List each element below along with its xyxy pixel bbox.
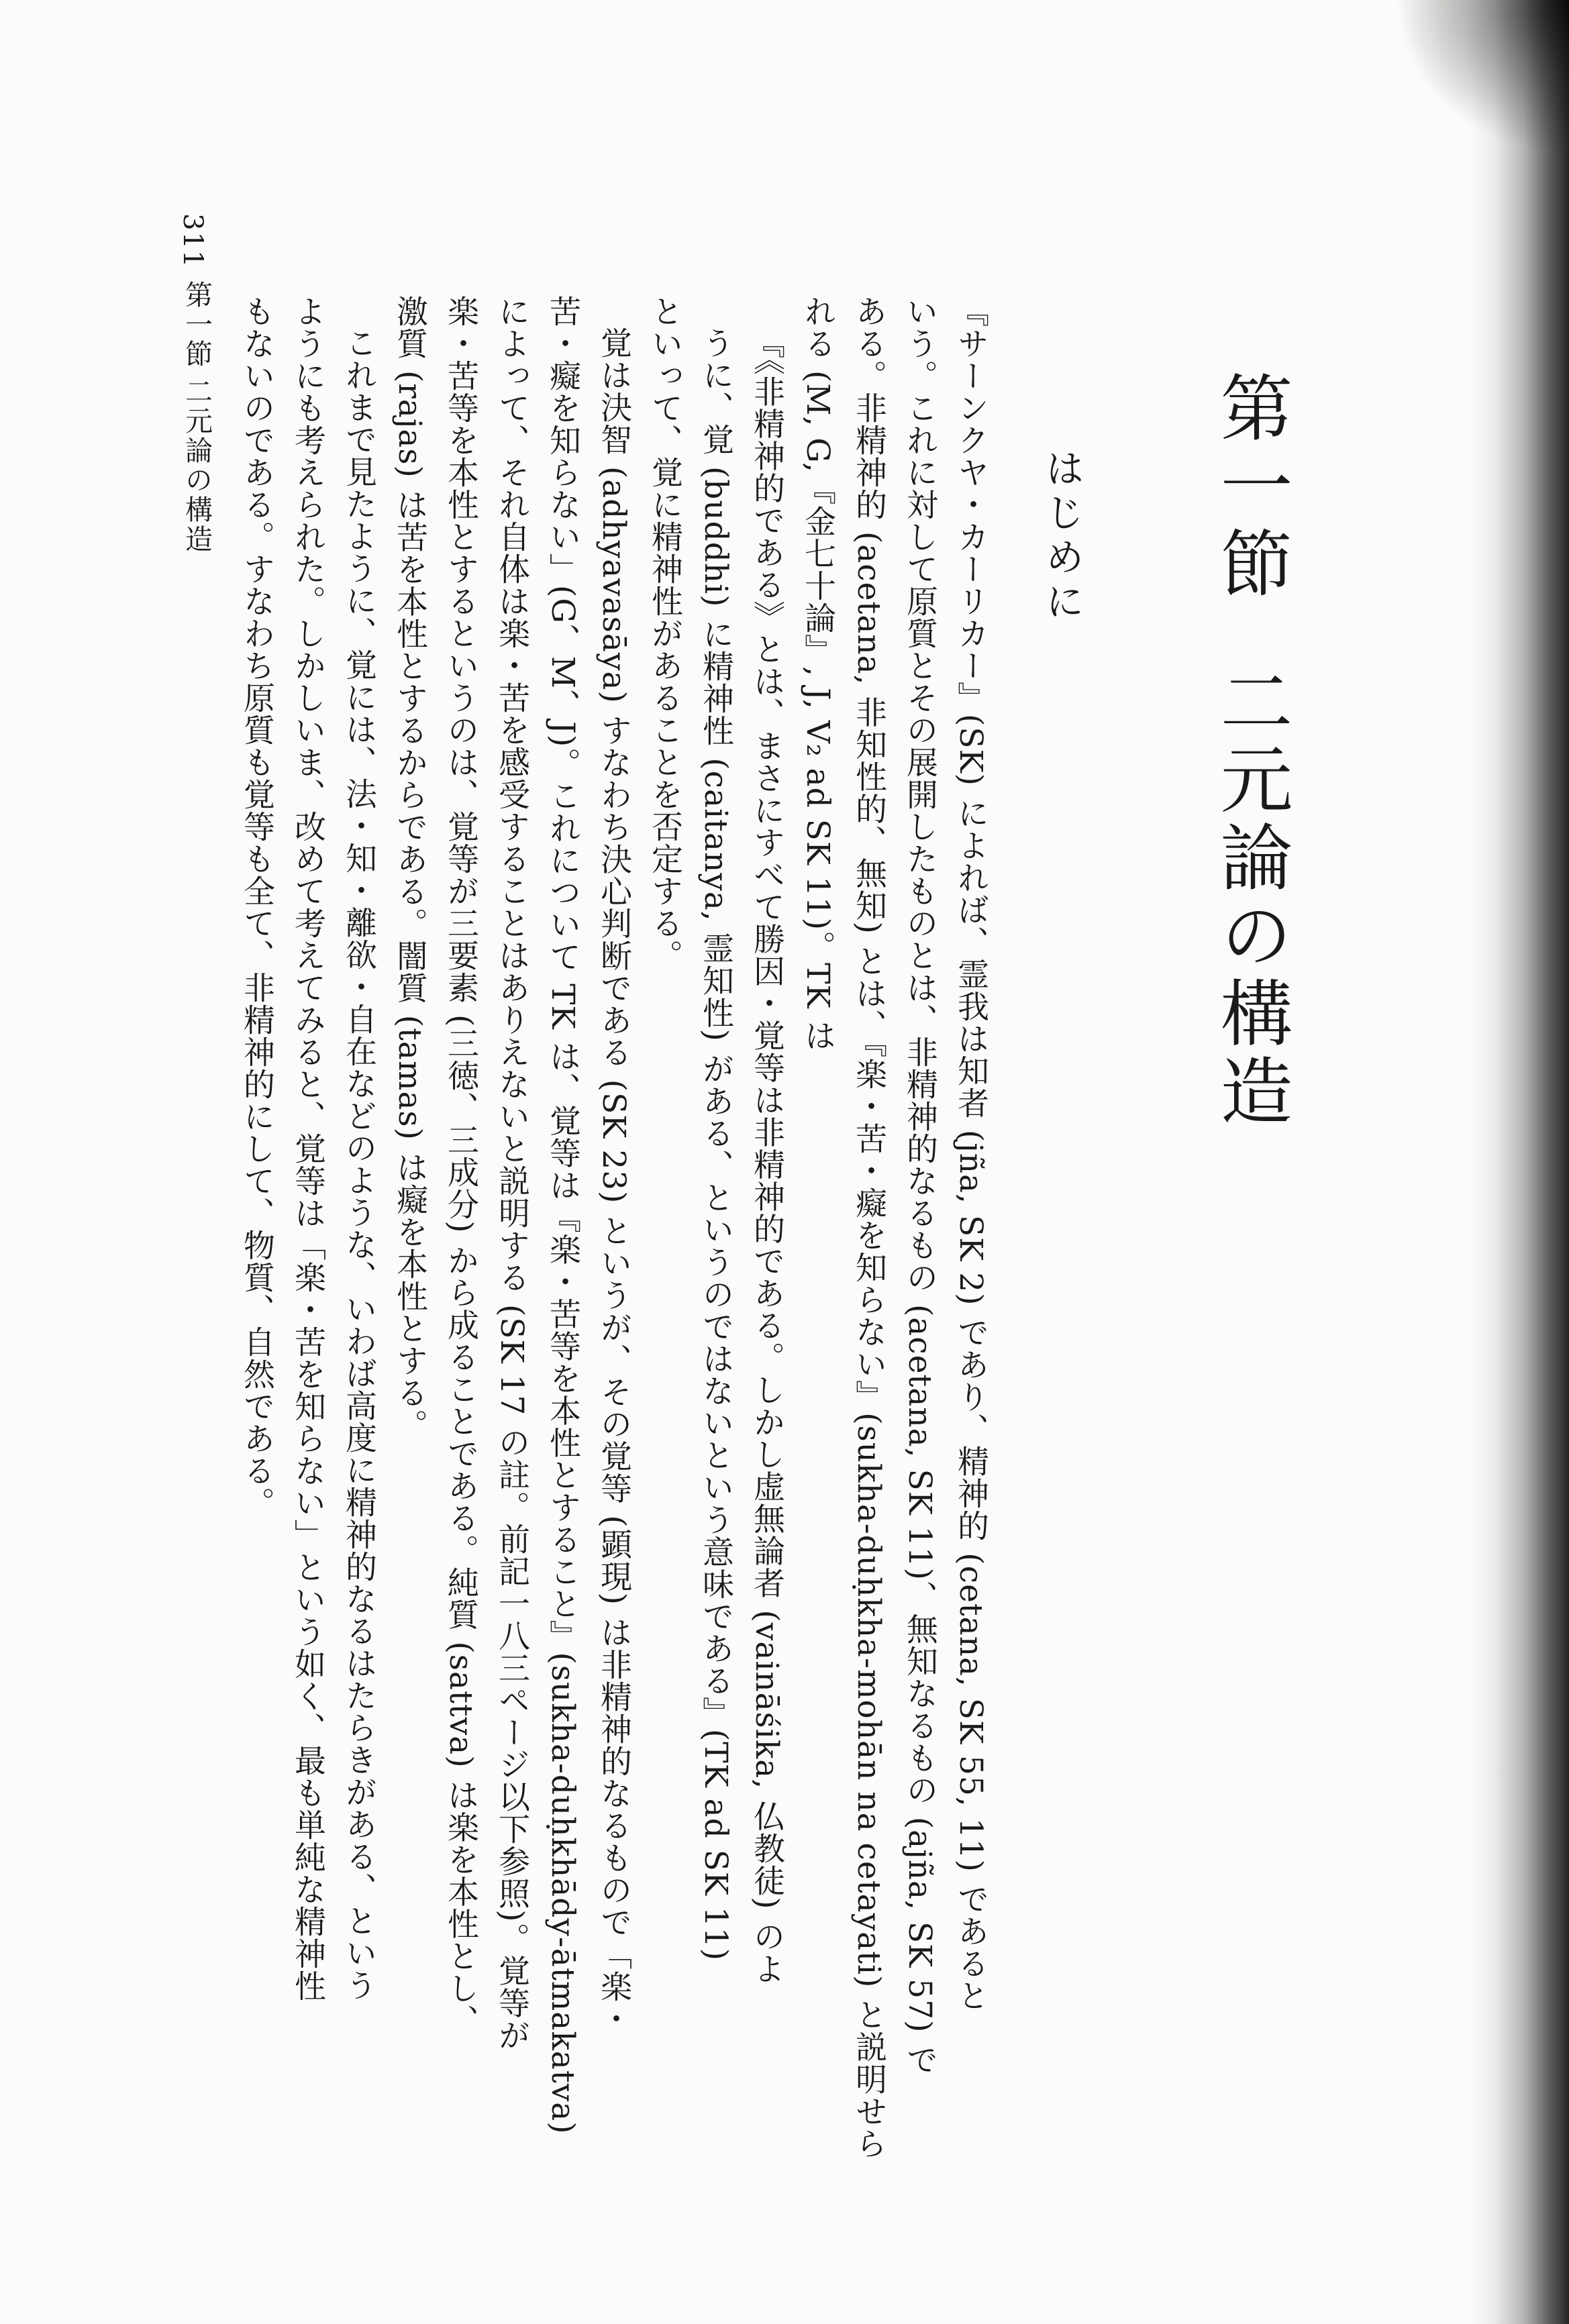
body-line: といって、覚に精神性があることを否定する。	[646, 295, 683, 971]
running-head-title: 二元論の構造	[181, 377, 213, 554]
body-line: いう。これに対して原質とその展開したものとは、非精神的なるもの (acetana, SK 11)、無知なるもの (ajña, SK 57) で	[901, 295, 938, 2076]
body-line: れる (M, G,『金七十論』, J, V₂ ad SK 11)。TK は	[799, 295, 836, 1052]
chapter-title	[1208, 370, 1292, 1131]
body-line: によって、それ自体は楽・苦を感受することはありえないと説明する (SK 17 の註。前記一八三ページ以下参照)。覚等が	[493, 295, 530, 2052]
page-number: 311	[177, 213, 208, 269]
body-line: これまで見たように、覚には、法・知・離欲・自在などのような、いわば高度に精神的なるはたらきがある、という	[340, 327, 377, 2001]
body-line: 『《非精神的である》とは、まさにすべて勝因・覚等は非精神的である。しかし虚無論者 (vaināśika, 仏教徒) のよ	[748, 327, 785, 1985]
running-head-section: 第一節	[181, 280, 213, 369]
body-line: 激質 (rajas) は苦を本性とするからである。闇質 (tamas) は癡を本性とする。	[391, 295, 428, 1441]
body-line: もないのである。すなわち原質も覚等も全て、非精神的にして、物質、自然である。	[238, 295, 275, 1519]
body-text	[161, 295, 989, 2214]
scan-edge-shadow	[1468, 0, 1569, 2324]
body-line: ようにも考えられた。しかしいま、改めて考えてみると、覚等は「楽・苦を知らない」という如く、最も単純な精神性	[289, 295, 326, 2002]
intro-heading: はじめに	[1039, 448, 1084, 625]
scan-corner-shadow	[1395, 0, 1569, 154]
body-line: うに、覚 (buddhi) に精神性 (caitanya, 霊知性) がある、というのではないという意味である』(TK ad SK 11)	[697, 327, 734, 1962]
body-line: 苦・癡を知らない」(G、M、J)。これについて TK は、覚等は『楽・苦等を本性とすること』(sukha-duḥkhādy-ātmakatva)	[544, 295, 581, 2135]
chapter-title-section: 第一節	[1208, 370, 1292, 604]
body-line: 楽・苦等を本性とするというのは、覚等が三要素 (三徳、三成分) から成ることである。純質 (sattva) は楽を本性とし、	[442, 295, 479, 2037]
body-line: 覚は決智 (adhyavasāya) すなわち決心判断である (SK 23) というが、その覚等 (顕現) は非精神的なるもので「楽・	[595, 327, 632, 2035]
chapter-title-name: 二元論の構造	[1208, 664, 1292, 1131]
body-line: ある。非精神的 (acetana, 非知性的、無知) とは、『楽・苦・癡を知らない』(sukha-duḥkha-mohān na cetayati) と説明せら	[850, 295, 887, 2160]
body-line: 『サーンクヤ・カーリカー』(SK) によれば、霊我は知者 (jña, SK 2) であり、精神的 (cetana, SK 55, 11) であると	[952, 295, 989, 2012]
